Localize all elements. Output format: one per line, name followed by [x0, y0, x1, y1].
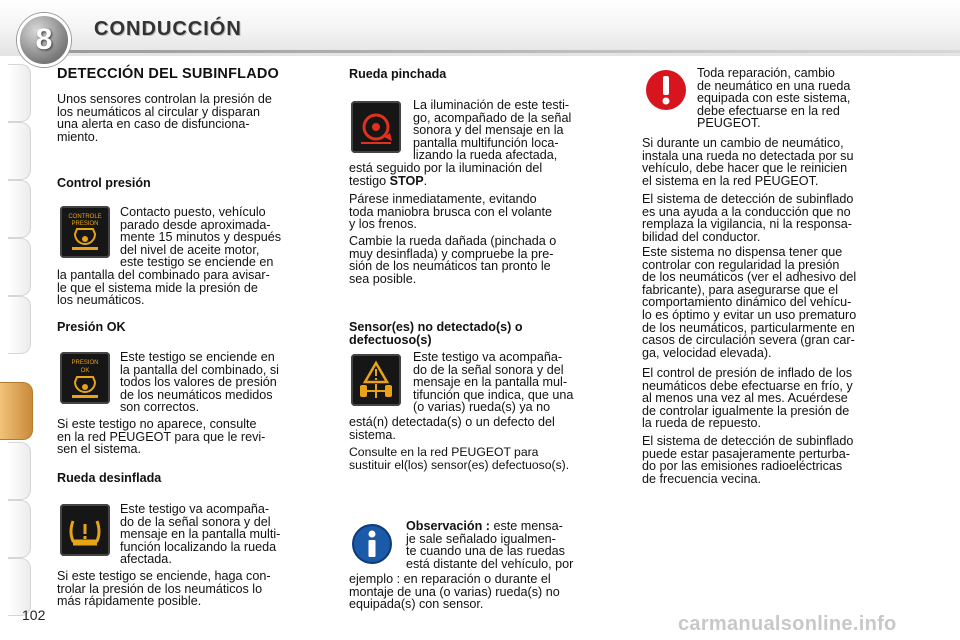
- chapter-tab-active[interactable]: [0, 382, 33, 440]
- sensor-text-wrapped: Este testigo va acompaña- do de la señal sonora y del mensaje en la pantalla mul- tifunción que indica, que una (o varias) rueda(s) ya no: [413, 350, 574, 415]
- deflated-text-wrapped: Este testigo va acompaña- do de la señal sonora y del mensaje en la pantalla multi- función localizando la rueda afectada.: [120, 502, 281, 567]
- control-heading: Control presión: [57, 176, 151, 190]
- puncture-text: está seguido por la iluminación del testigo STOP.: [349, 161, 543, 188]
- chapter-tab[interactable]: [8, 296, 31, 354]
- deflated-heading: Rueda desinflada: [57, 471, 162, 485]
- puncture-heading: Rueda pinchada: [349, 67, 447, 81]
- chapter-tab[interactable]: [8, 238, 31, 296]
- puncture-stop-paragraph: Párese inmediatamente, evitando toda maniobra brusca con el volante y los frenos.: [349, 192, 553, 232]
- check-paragraph: Este sistema no dispensa tener que controlar con regularidad la presión de los neumáticos (ver el adhesivo del fabricante), para asegurarse que el comportamiento dinámico del vehícu- lo es óptimo y evitar un uso prematuro de los neumáticos, particularmente en casos de circulación severa (gran car- ga, velocidad elevada).: [642, 245, 857, 360]
- chapter-tab[interactable]: [8, 122, 31, 180]
- watermark: carmanualsonline.info: [678, 613, 897, 635]
- assist-paragraph: El sistema de detección de subinflado es una ayuda a la conducción que no remplaza la vigilancia, ni la responsa- bilidad del conductor.: [642, 192, 854, 244]
- control-text-wrapped: Contacto puesto, vehículo parado desde aproximada- mente 15 minutos y después del nivel de aceite motor, este testigo se enciende en: [120, 205, 282, 270]
- svg-text:PRESION: PRESION: [71, 221, 99, 227]
- sensor-text: está(n) detectada(s) o un defecto del sistema.: [349, 415, 555, 442]
- tpms-red-puncture-icon: [351, 101, 401, 153]
- note-text: ejemplo : en reparación o durante el montaje de una (o varias) rueda(s) no equipada(s) con sensor.: [349, 572, 560, 612]
- sensor-consult-paragraph: Consulte en la red PEUGEOT para sustituir el(los) sensor(es) defectuoso(s).: [349, 445, 570, 472]
- chapter-number: 8: [35, 23, 53, 56]
- interference-paragraph: El sistema de detección de subinflado puede estar pasajeramente perturba- do por las emisiones radioeléctricas de frecuencia vecina.: [642, 434, 854, 486]
- info-icon: [351, 522, 393, 566]
- reset-paragraph: Si durante un cambio de neumático, instala una rueda no detectada por su vehículo, debe hacer que le reinicien el sistema en la red PEUGEOT.: [642, 136, 854, 188]
- exclamation-warning-icon: [644, 67, 688, 113]
- warning-text: Toda reparación, cambio de neumático en una rueda equipada con este sistema, debe efectuarse en la red PEUGEOT.: [697, 66, 851, 131]
- pressure-ok-heading: Presión OK: [57, 320, 126, 334]
- deflated-text: Si este testigo se enciende, haga con- trolar la presión de los neumáticos lo más rápidamente posible.: [57, 569, 271, 609]
- pressure-ok-text: Si este testigo no aparece, consulte en la red PEUGEOT para que le revi- sen el sistema.: [57, 417, 266, 457]
- svg-text:PRESION: PRESION: [71, 360, 99, 366]
- pressure-ok-text-wrapped: Este testigo se enciende en la pantalla del combinado, si todos los valores de presión de los neumáticos medidos son correctos.: [120, 350, 279, 415]
- puncture-text-wrapped: La iluminación de este testi- go, acompañado de la señal sonora y del mensaje en la pantalla multifunción loca- lizando la rueda afectada,: [413, 98, 572, 163]
- tpms-sensor-fault-icon: [351, 354, 401, 406]
- tpms-amber-lamp-icon: [60, 504, 110, 556]
- chapter-tab[interactable]: [8, 442, 31, 500]
- svg-text:OK: OK: [80, 368, 90, 374]
- cold-check-paragraph: El control de presión de inflado de los neumáticos debe efectuarse en frío, y al menos una vez al mes. Acuérdese de controlar igualmente la presión de la rueda de repuesto.: [642, 366, 853, 431]
- intro-paragraph: Unos sensores controlan la presión de los neumáticos al circular y disparan una alerta en caso de disfunciona- miento.: [57, 92, 272, 144]
- page-number: 102: [22, 607, 46, 623]
- header-divider: [52, 50, 960, 53]
- chapter-number-badge: [17, 13, 71, 67]
- section-title: DETECCIÓN DEL SUBINFLADO: [57, 66, 280, 82]
- control-text: la pantalla del combinado para avisar- le que el sistema mide la presión de los neumáticos.: [57, 268, 270, 308]
- tpms-ok-lamp-icon: [60, 352, 110, 404]
- chapter-tab[interactable]: [8, 500, 31, 558]
- chapter-title: CONDUCCIÓN: [94, 18, 242, 40]
- note-label: Observación :: [406, 519, 490, 533]
- chapter-tab[interactable]: [8, 180, 31, 238]
- chapter-tab[interactable]: [8, 64, 31, 122]
- sensor-heading: Sensor(es) no detectado(s) o defectuoso(s): [349, 320, 523, 347]
- tpms-control-lamp-icon: [60, 206, 110, 258]
- svg-text:CONTROLE: CONTROLE: [68, 214, 102, 220]
- stop-label: STOP: [389, 173, 424, 188]
- note-text-wrapped: Observación : este mensa- je sale señalado igualmen- te cuando una de las ruedas está distante del vehículo, por: [406, 519, 574, 571]
- puncture-change-paragraph: Cambie la rueda dañada (pinchada o muy desinflada) y compruebe la pre- sión de los neumáticos tan pronto le sea posible.: [349, 234, 557, 286]
